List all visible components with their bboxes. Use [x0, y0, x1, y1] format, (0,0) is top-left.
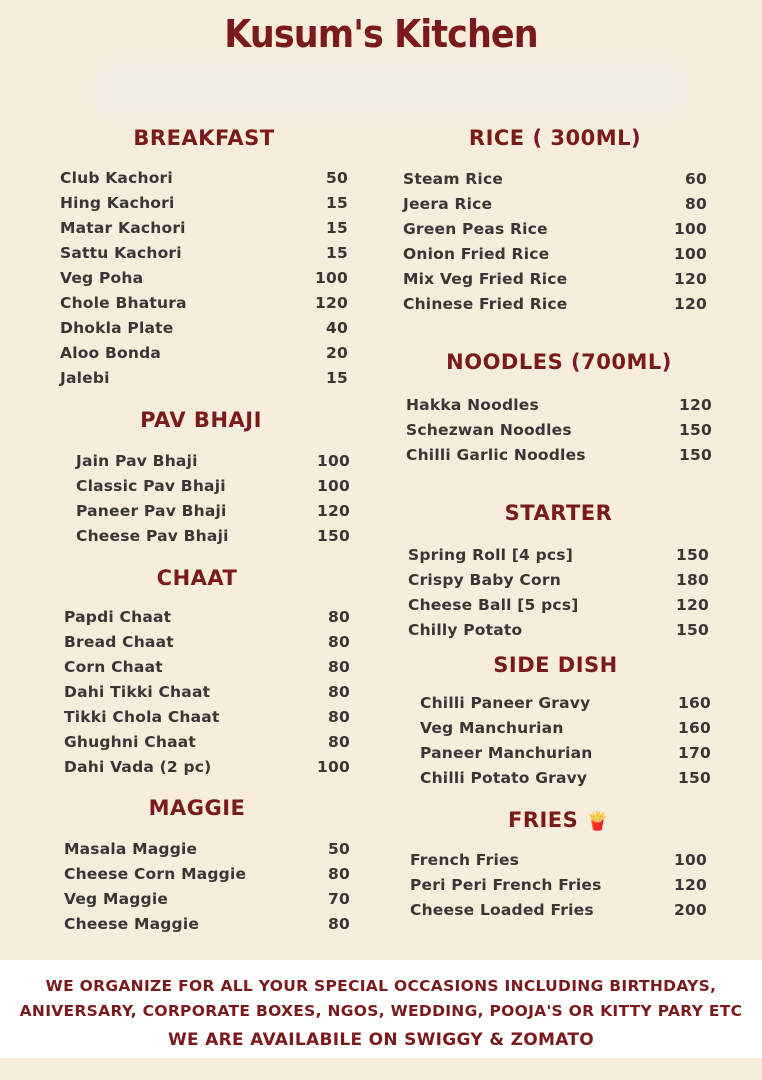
item-price: 20 — [326, 344, 348, 362]
item-price: 50 — [328, 840, 350, 858]
item-name: Jain Pav Bhaji — [76, 452, 198, 470]
menu-item — [60, 191, 348, 216]
menu-items — [64, 605, 350, 780]
item-price: 100 — [317, 477, 350, 495]
item-name: Dahi Tikki Chaat — [64, 683, 211, 701]
item-name: Cheese Maggie — [64, 915, 200, 933]
menu-item — [420, 741, 711, 766]
menu-item — [60, 316, 348, 341]
menu-item — [60, 291, 348, 316]
item-name: Cheese Ball [5 pcs] — [408, 596, 579, 614]
item-name: Ghughni Chaat — [64, 733, 197, 751]
item-price: 120 — [676, 596, 709, 614]
section-heading: CHAAT — [156, 566, 238, 590]
menu-item — [408, 593, 709, 618]
section-breakfast — [60, 124, 348, 387]
menu-item — [420, 766, 711, 791]
section-heading: STARTER — [504, 501, 613, 525]
section-starter — [408, 499, 709, 639]
section-heading — [410, 806, 707, 834]
menu-item — [64, 630, 350, 655]
item-price: 80 — [328, 865, 350, 883]
section-chaat — [64, 564, 350, 776]
item-price: 80 — [328, 708, 350, 726]
item-name: Paneer Manchurian — [420, 744, 593, 762]
item-name: Hakka Noodles — [406, 396, 539, 414]
section-heading: SIDE DISH — [493, 653, 618, 677]
item-name: Crispy Baby Corn — [408, 571, 561, 589]
menu-item — [64, 837, 350, 862]
item-name: Club Kachori — [60, 169, 173, 187]
item-name: Chilli Potato Gravy — [420, 769, 588, 787]
item-price: 120 — [317, 502, 350, 520]
section-pav-bhaji — [76, 406, 350, 545]
menu-items — [406, 393, 712, 468]
heading-text: FRIES — [507, 808, 579, 832]
menu-items — [420, 691, 711, 791]
footer-line-1: WE ORGANIZE FOR ALL YOUR SPECIAL OCCASIONS INCLUDING BIRTHDAYS, — [45, 977, 717, 995]
menu-item — [76, 449, 350, 474]
item-name: Schezwan Noodles — [406, 421, 572, 439]
item-price: 100 — [674, 245, 707, 263]
menu-item — [60, 341, 348, 366]
menu-item — [403, 192, 707, 217]
item-name: Cheese Loaded Fries — [410, 901, 594, 919]
item-name: Onion Fried Rice — [403, 245, 550, 263]
item-price: 80 — [328, 608, 350, 626]
item-name: Papdi Chaat — [64, 608, 172, 626]
menu-item — [64, 705, 350, 730]
menu-item — [60, 366, 348, 391]
item-name: Classic Pav Bhaji — [76, 477, 226, 495]
item-price: 15 — [326, 369, 348, 387]
item-price: 160 — [678, 694, 711, 712]
menu-item — [64, 680, 350, 705]
menu-item — [76, 499, 350, 524]
item-price: 70 — [328, 890, 350, 908]
item-price: 100 — [317, 758, 350, 776]
item-price: 80 — [685, 195, 707, 213]
menu-item — [76, 524, 350, 549]
footer-banner — [0, 960, 762, 1058]
menu-items — [410, 848, 707, 923]
item-name: Aloo Bonda — [60, 344, 162, 362]
item-price: 120 — [315, 294, 348, 312]
section-side-dish — [420, 651, 711, 787]
item-name: Mix Veg Fried Rice — [403, 270, 568, 288]
item-price: 15 — [326, 244, 348, 262]
menu-item — [403, 167, 707, 192]
section-heading: NOODLES (700ML) — [446, 350, 672, 374]
menu-items — [64, 837, 350, 937]
item-price: 100 — [674, 220, 707, 238]
item-price: 120 — [674, 295, 707, 313]
menu-item — [64, 887, 350, 912]
item-name: Dahi Vada (2 pc) — [64, 758, 212, 776]
menu-item — [60, 241, 348, 266]
item-name: Steam Rice — [403, 170, 504, 188]
menu-item — [408, 618, 709, 643]
item-name: Tikki Chola Chaat — [64, 708, 220, 726]
item-price: 150 — [678, 769, 711, 787]
item-name: Chilli Paneer Gravy — [420, 694, 591, 712]
item-price: 80 — [328, 683, 350, 701]
item-name: Peri Peri French Fries — [410, 876, 602, 894]
item-price: 80 — [328, 658, 350, 676]
menu-item — [406, 443, 712, 468]
menu-item — [410, 848, 707, 873]
item-name: Jalebi — [60, 369, 110, 387]
item-name: Spring Roll [4 pcs] — [408, 546, 574, 564]
menu-item — [64, 755, 350, 780]
item-price: 120 — [674, 270, 707, 288]
menu-item — [406, 393, 712, 418]
blurred-area — [95, 62, 685, 117]
fries-icon: 🍟 — [586, 811, 610, 832]
menu-item — [64, 605, 350, 630]
menu-item — [64, 862, 350, 887]
item-name: French Fries — [410, 851, 520, 869]
section-heading: RICE ( 300ML) — [468, 126, 642, 150]
item-name: Veg Maggie — [64, 890, 169, 908]
item-price: 200 — [674, 901, 707, 919]
item-name: Masala Maggie — [64, 840, 198, 858]
item-price: 150 — [676, 621, 709, 639]
item-price: 80 — [328, 733, 350, 751]
item-name: Chole Bhatura — [60, 294, 187, 312]
item-price: 100 — [674, 851, 707, 869]
item-price: 150 — [679, 446, 712, 464]
item-name: Veg Manchurian — [420, 719, 564, 737]
item-price: 15 — [326, 219, 348, 237]
item-name: Hing Kachori — [60, 194, 175, 212]
item-price: 60 — [685, 170, 707, 188]
item-price: 150 — [679, 421, 712, 439]
section-fries — [410, 806, 707, 919]
item-price: 40 — [326, 319, 348, 337]
item-name: Cheese Pav Bhaji — [76, 527, 229, 545]
item-name: Chinese Fried Rice — [403, 295, 568, 313]
menu-item — [403, 217, 707, 242]
menu-item — [408, 543, 709, 568]
menu-item — [60, 166, 348, 191]
item-name: Cheese Corn Maggie — [64, 865, 247, 883]
item-name: Green Peas Rice — [403, 220, 548, 238]
item-price: 15 — [326, 194, 348, 212]
item-name: Veg Poha — [60, 269, 144, 287]
menu-item — [410, 873, 707, 898]
item-name: Jeera Rice — [403, 195, 493, 213]
menu-items — [76, 449, 350, 549]
menu-item — [76, 474, 350, 499]
item-name: Paneer Pav Bhaji — [76, 502, 227, 520]
item-price: 150 — [676, 546, 709, 564]
menu-items — [408, 543, 709, 643]
footer-line-2: ANIVERSARY, CORPORATE BOXES, NGOS, WEDDING, POOJA'S OR KITTY PARY ETC — [19, 1002, 743, 1020]
menu-item — [60, 216, 348, 241]
section-heading: BREAKFAST — [133, 126, 275, 150]
menu-item — [403, 242, 707, 267]
item-name: Bread Chaat — [64, 633, 174, 651]
menu-item — [406, 418, 712, 443]
menu-item — [408, 568, 709, 593]
section-noodles — [406, 348, 712, 464]
item-price: 100 — [315, 269, 348, 287]
menu-item — [64, 730, 350, 755]
menu-item — [420, 691, 711, 716]
item-price: 80 — [328, 633, 350, 651]
menu-item — [64, 655, 350, 680]
section-heading: MAGGIE — [148, 796, 246, 820]
item-price: 180 — [676, 571, 709, 589]
item-name: Matar Kachori — [60, 219, 186, 237]
item-price: 80 — [328, 915, 350, 933]
menu-items — [60, 166, 348, 391]
item-name: Chilly Potato — [408, 621, 523, 639]
menu-items — [403, 167, 707, 317]
item-price: 120 — [679, 396, 712, 414]
item-name: Sattu Kachori — [60, 244, 182, 262]
item-price: 170 — [678, 744, 711, 762]
restaurant-title: Kusum's Kitchen — [224, 12, 538, 56]
menu-item — [60, 266, 348, 291]
item-price: 160 — [678, 719, 711, 737]
menu-item — [64, 912, 350, 937]
menu-item — [403, 292, 707, 317]
item-price: 120 — [674, 876, 707, 894]
section-heading: PAV BHAJI — [140, 408, 262, 432]
section-rice — [403, 124, 707, 313]
menu-item — [403, 267, 707, 292]
section-maggie — [64, 794, 350, 933]
item-name: Chilli Garlic Noodles — [406, 446, 586, 464]
menu-item — [420, 716, 711, 741]
item-name: Dhokla Plate — [60, 319, 174, 337]
footer-line-3: WE ARE AVAILABILE ON SWIGGY & ZOMATO — [168, 1030, 594, 1050]
item-price: 50 — [326, 169, 348, 187]
item-name: Corn Chaat — [64, 658, 163, 676]
item-price: 150 — [317, 527, 350, 545]
item-price: 100 — [317, 452, 350, 470]
menu-item — [410, 898, 707, 923]
